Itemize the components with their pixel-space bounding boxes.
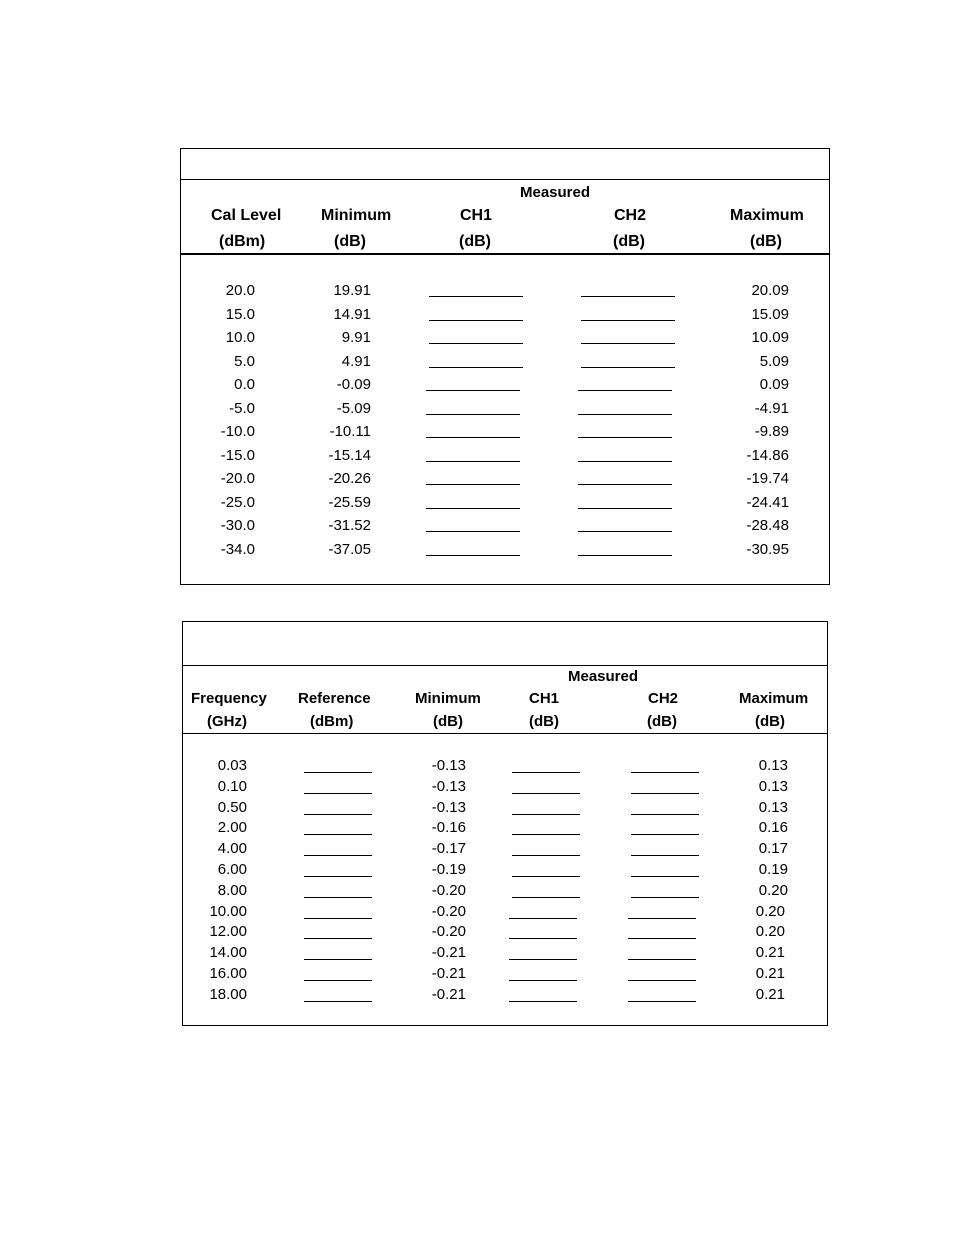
maximum-value: -9.89 [754,423,789,440]
ch2-entry-blank[interactable] [631,793,699,794]
maximum-value: -19.74 [746,470,789,487]
maximum-value: 0.17 [758,840,788,858]
ch2-entry-blank[interactable] [628,959,696,960]
ch2-entry-blank[interactable] [628,938,696,939]
col-unit-minimum: (dB) [433,713,463,730]
cal-level-value: -15.0 [220,446,255,464]
cal-level-value: -34.0 [220,540,255,558]
ch2-entry-blank[interactable] [631,772,699,773]
ch1-entry-blank[interactable] [426,390,520,391]
ch2-entry-blank[interactable] [631,834,699,835]
minimum-value: -0.21 [431,965,466,982]
ch1-entry-blank[interactable] [426,508,520,509]
maximum-value: 5.09 [759,352,789,370]
minimum-value: -15.14 [328,446,371,464]
ch1-entry-blank[interactable] [509,1001,577,1002]
frequency-value: 12.00 [209,923,247,941]
minimum-value: -0.21 [431,985,466,1003]
ch1-entry-blank[interactable] [429,367,523,368]
col-header-frequency: Frequency [191,690,267,707]
reference-entry-blank[interactable] [304,980,372,981]
col-unit-frequency: (GHz) [207,713,247,730]
ch2-entry-blank[interactable] [631,814,699,815]
ch1-entry-blank[interactable] [509,938,577,939]
measured-label: Measured [520,184,591,201]
col-unit-reference: (dBm) [310,713,354,730]
minimum-value: -0.17 [431,840,466,858]
minimum-value: -5.09 [336,399,371,417]
frequency-value: 2.00 [217,819,247,837]
maximum-value: 15.09 [751,305,789,323]
minimum-value: -0.13 [431,798,466,816]
col-header-ch2: CH2 [614,207,647,224]
ch2-entry-blank[interactable] [581,367,675,368]
col-unit-ch1: (dB) [529,713,559,730]
table-title-row [181,149,829,180]
measured-label: Measured [568,668,639,685]
frequency-response-table [182,621,828,1026]
minimum-value: 4.91 [341,352,371,370]
maximum-value: 0.13 [758,798,788,816]
maximum-value: 0.19 [758,861,788,878]
minimum-value: 19.91 [333,282,371,299]
col-unit-ch2: (dB) [613,233,645,250]
maximum-value: 0.13 [758,777,788,795]
col-header-ch2: CH2 [648,690,679,707]
col-unit-ch1: (dB) [459,233,491,250]
reference-entry-blank[interactable] [304,897,372,898]
minimum-value: -10.11 [329,423,371,440]
cal-level-value: -20.0 [220,470,255,487]
minimum-value: -0.19 [431,861,466,878]
ch2-entry-blank[interactable] [578,461,672,462]
reference-entry-blank[interactable] [304,814,372,815]
cal-level-value: 15.0 [225,305,255,323]
maximum-value: 0.21 [755,944,785,962]
ch1-entry-blank[interactable] [429,343,523,344]
ch1-entry-blank[interactable] [512,814,580,815]
ch2-entry-blank[interactable] [578,484,672,485]
cal-level-value: 0.0 [234,376,255,393]
ch2-entry-blank[interactable] [581,343,675,344]
cal-level-value: -5.0 [229,399,255,417]
reference-entry-blank[interactable] [304,918,372,919]
maximum-value: -24.41 [746,493,789,511]
header-separator [183,733,827,734]
minimum-value: -0.20 [431,902,466,920]
reference-entry-blank[interactable] [304,959,372,960]
reference-entry-blank[interactable] [304,1001,372,1002]
minimum-value: -0.16 [431,819,466,837]
frequency-value: 4.00 [217,840,247,858]
minimum-value: -0.20 [431,881,466,899]
ch1-entry-blank[interactable] [426,414,520,415]
ch1-entry-blank[interactable] [426,555,520,556]
frequency-value: 0.03 [217,757,247,774]
frequency-value: 6.00 [217,861,247,878]
minimum-value: -31.52 [328,517,371,534]
ch2-entry-blank[interactable] [631,897,699,898]
ch1-entry-blank[interactable] [429,296,523,297]
ch2-entry-blank[interactable] [578,555,672,556]
col-header-reference: Reference [298,690,371,707]
minimum-value: -0.13 [431,757,466,774]
reference-entry-blank[interactable] [304,855,372,856]
minimum-value: -0.21 [431,944,466,962]
reference-entry-blank[interactable] [304,834,372,835]
minimum-value: -0.13 [431,777,466,795]
ch1-entry-blank[interactable] [512,876,580,877]
maximum-value: 0.20 [755,923,785,941]
cal-level-value: 5.0 [234,352,255,370]
cal-level-value: -30.0 [220,517,255,534]
ch1-entry-blank[interactable] [429,320,523,321]
ch1-entry-blank[interactable] [426,484,520,485]
minimum-value: 9.91 [341,329,371,346]
minimum-value: -0.20 [431,923,466,941]
maximum-value: 0.20 [755,902,785,920]
ch1-entry-blank[interactable] [512,897,580,898]
cal-level-value: -25.0 [220,493,255,511]
col-unit-maximum: (dB) [750,233,782,250]
maximum-value: -28.48 [746,517,789,534]
ch1-entry-blank[interactable] [509,918,577,919]
frequency-value: 0.50 [217,798,247,816]
maximum-value: -4.91 [754,399,789,417]
cal-level-value: 20.0 [225,282,255,299]
col-unit-cal-level: (dBm) [219,233,266,250]
col-header-maximum: Maximum [739,690,809,707]
ch1-entry-blank[interactable] [512,793,580,794]
ch1-entry-blank[interactable] [426,531,520,532]
col-header-ch1: CH1 [529,690,560,707]
ch1-entry-blank[interactable] [509,959,577,960]
ch2-entry-blank[interactable] [578,437,672,438]
maximum-value: 10.09 [751,329,789,346]
ch2-entry-blank[interactable] [578,414,672,415]
col-header-minimum: Minimum [415,690,481,707]
minimum-value: -25.59 [328,493,371,511]
ch2-entry-blank[interactable] [628,918,696,919]
minimum-value: -0.09 [336,376,371,393]
col-unit-maximum: (dB) [755,713,785,730]
col-header-cal-level: Cal Level [211,207,282,224]
frequency-value: 10.00 [209,902,247,920]
maximum-value: 0.13 [758,757,788,774]
frequency-value: 18.00 [209,985,247,1003]
maximum-value: 0.16 [758,819,788,837]
col-header-maximum: Maximum [730,207,804,224]
col-unit-ch2: (dB) [647,713,677,730]
cal-level-value: 10.0 [225,329,255,346]
reference-entry-blank[interactable] [304,938,372,939]
cal-level-value: -10.0 [220,423,255,440]
reference-entry-blank[interactable] [304,793,372,794]
ch1-entry-blank[interactable] [512,772,580,773]
maximum-value: 0.09 [759,376,789,393]
frequency-value: 8.00 [217,881,247,899]
table-title-row [183,622,827,666]
frequency-value: 14.00 [209,944,247,962]
ch1-entry-blank[interactable] [509,980,577,981]
ch2-entry-blank[interactable] [578,531,672,532]
frequency-value: 16.00 [209,965,247,982]
frequency-value: 0.10 [217,777,247,795]
maximum-value: 0.21 [755,985,785,1003]
maximum-value: -14.86 [746,446,789,464]
ch2-entry-blank[interactable] [578,390,672,391]
ch2-entry-blank[interactable] [628,980,696,981]
reference-entry-blank[interactable] [304,772,372,773]
ch2-entry-blank[interactable] [581,296,675,297]
ch2-entry-blank[interactable] [578,508,672,509]
maximum-value: -30.95 [746,540,789,558]
cal-level-table [180,148,830,585]
minimum-value: -37.05 [328,540,371,558]
ch2-entry-blank[interactable] [628,1001,696,1002]
header-separator [181,253,829,255]
col-header-ch1: CH1 [460,207,493,224]
ch2-entry-blank[interactable] [631,855,699,856]
maximum-value: 20.09 [751,282,789,299]
minimum-value: -20.26 [328,470,371,487]
ch1-entry-blank[interactable] [426,461,520,462]
ch1-entry-blank[interactable] [512,834,580,835]
col-header-minimum: Minimum [321,207,392,224]
maximum-value: 0.20 [758,881,788,899]
ch1-entry-blank[interactable] [512,855,580,856]
ch2-entry-blank[interactable] [631,876,699,877]
ch2-entry-blank[interactable] [581,320,675,321]
ch1-entry-blank[interactable] [426,437,520,438]
reference-entry-blank[interactable] [304,876,372,877]
col-unit-minimum: (dB) [334,233,366,250]
minimum-value: 14.91 [333,305,371,323]
maximum-value: 0.21 [755,965,785,982]
